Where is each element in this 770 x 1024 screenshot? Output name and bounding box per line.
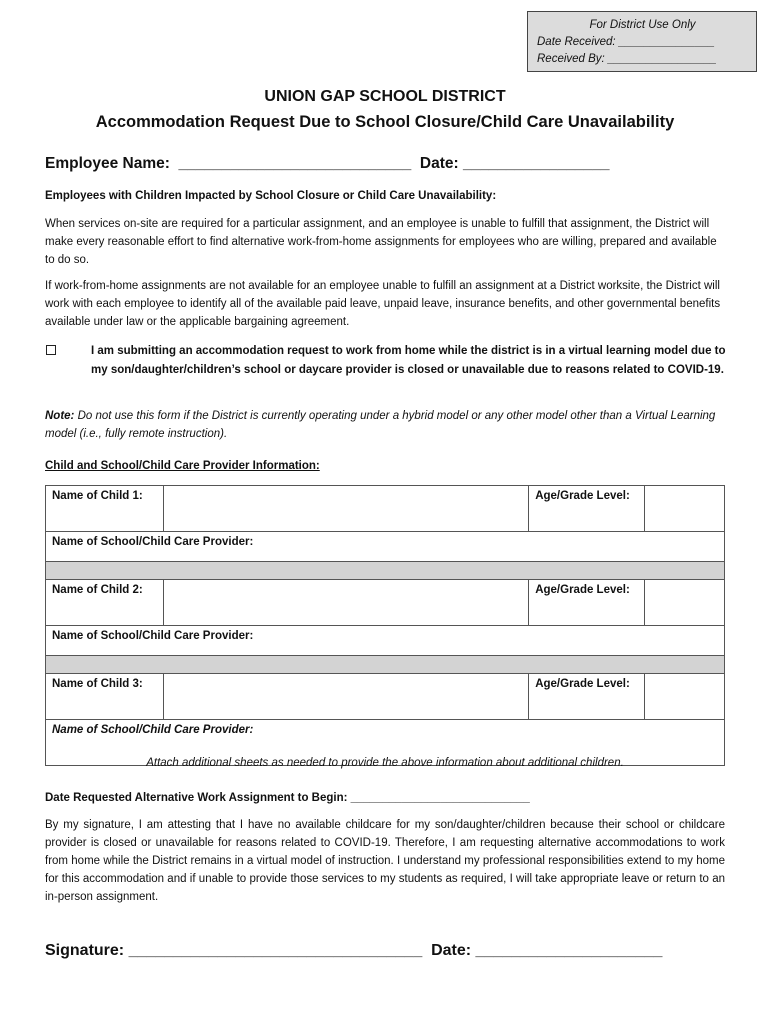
child1-age-label: Age/Grade Level: [529, 486, 645, 532]
date-received-field[interactable]: Date Received: _______________ [537, 36, 715, 48]
district-use-box [527, 11, 757, 72]
note [45, 407, 725, 443]
attestation-paragraph: By my signature, I am attesting that I have no available childcare for my son/daughter/children because their school or childcare provider is closed or unavailable for reasons related to COVID-19. Therefore, I am requesting alternative accommodations to work from home while the District remains in a virtual model of instruction. I understand my professional responsibilities extend to my home for this accommodation and if unable to provide those services to my students as required, I will take appropriate leave or return to an in-person assignment. [45, 819, 725, 903]
child1-label: Name of Child 1: [46, 486, 164, 532]
signature-date-line[interactable]: Signature: _________________________________ Date: _____________________ [45, 942, 663, 959]
child3-age-label: Age/Grade Level: [529, 674, 645, 720]
date-requested-line[interactable]: Date Requested Alternative Work Assignment to Begin: ____________________________ [45, 792, 530, 804]
paragraph-1: When services on-site are required for a particular assignment, and an employee is unable to fulfill that assignment, the District will make every reasonable effort to find alternative work-from-home assignments for employees who are willing, prepared and available to do so. [45, 218, 717, 266]
child2-age-label: Age/Grade Level: [529, 580, 645, 626]
school3-cell[interactable]: Name of School/Child Care Provider: [46, 720, 725, 766]
attach-note: Attach additional sheets as needed to provide the above information about additional children. [146, 757, 624, 769]
employee-name-date-line[interactable]: Employee Name: ___________________________ Date: _________________ [45, 155, 610, 172]
note-text: Do not use this form if the District is currently operating under a hybrid model or any other model other than a Virtual Learning model (i.e., fully remote instruction). [45, 410, 716, 440]
child-section-heading: Child and School/Child Care Provider Information: [45, 460, 320, 472]
paragraph-2: If work-from-home assignments are not available for an employee unable to fulfill an assignment at a District worksite, the District will work with each employee to identify all of the available paid leave, unpaid leave, insurance benefits, and other governmental benefits available under law or the applicable bargaining agreement. [45, 280, 721, 328]
form-title: Accommodation Request Due to School Closure/Child Care Unavailability [95, 113, 675, 131]
shaded-separator [46, 562, 725, 580]
child-info-table [45, 485, 725, 766]
child2-label: Name of Child 2: [46, 580, 164, 626]
district-name: UNION GAP SCHOOL DISTRICT [264, 88, 506, 105]
child3-label: Name of Child 3: [46, 674, 164, 720]
child2-name-cell[interactable] [163, 580, 528, 626]
accommodation-checkbox[interactable] [46, 345, 56, 355]
checkbox-statement: I am submitting an accommodation request to work from home while the district is in a virtual learning model due to my son/daughter/children’s school or daycare provider is closed or unavailable due to reasons related to COVID-19. [91, 345, 726, 376]
child1-name-cell[interactable] [163, 486, 528, 532]
shaded-separator [46, 656, 725, 674]
section-heading: Employees with Children Impacted by School Closure or Child Care Unavailability: [45, 190, 497, 202]
school1-cell[interactable]: Name of School/Child Care Provider: [46, 532, 725, 562]
child2-age-cell[interactable] [645, 580, 725, 626]
received-by-field[interactable]: Received By: _________________ [537, 53, 717, 65]
child1-age-cell[interactable] [645, 486, 725, 532]
school2-cell[interactable]: Name of School/Child Care Provider: [46, 626, 725, 656]
note-label: Note: [45, 410, 75, 422]
district-use-title: For District Use Only [589, 19, 696, 31]
child3-name-cell[interactable] [163, 674, 528, 720]
child3-age-cell[interactable] [645, 674, 725, 720]
